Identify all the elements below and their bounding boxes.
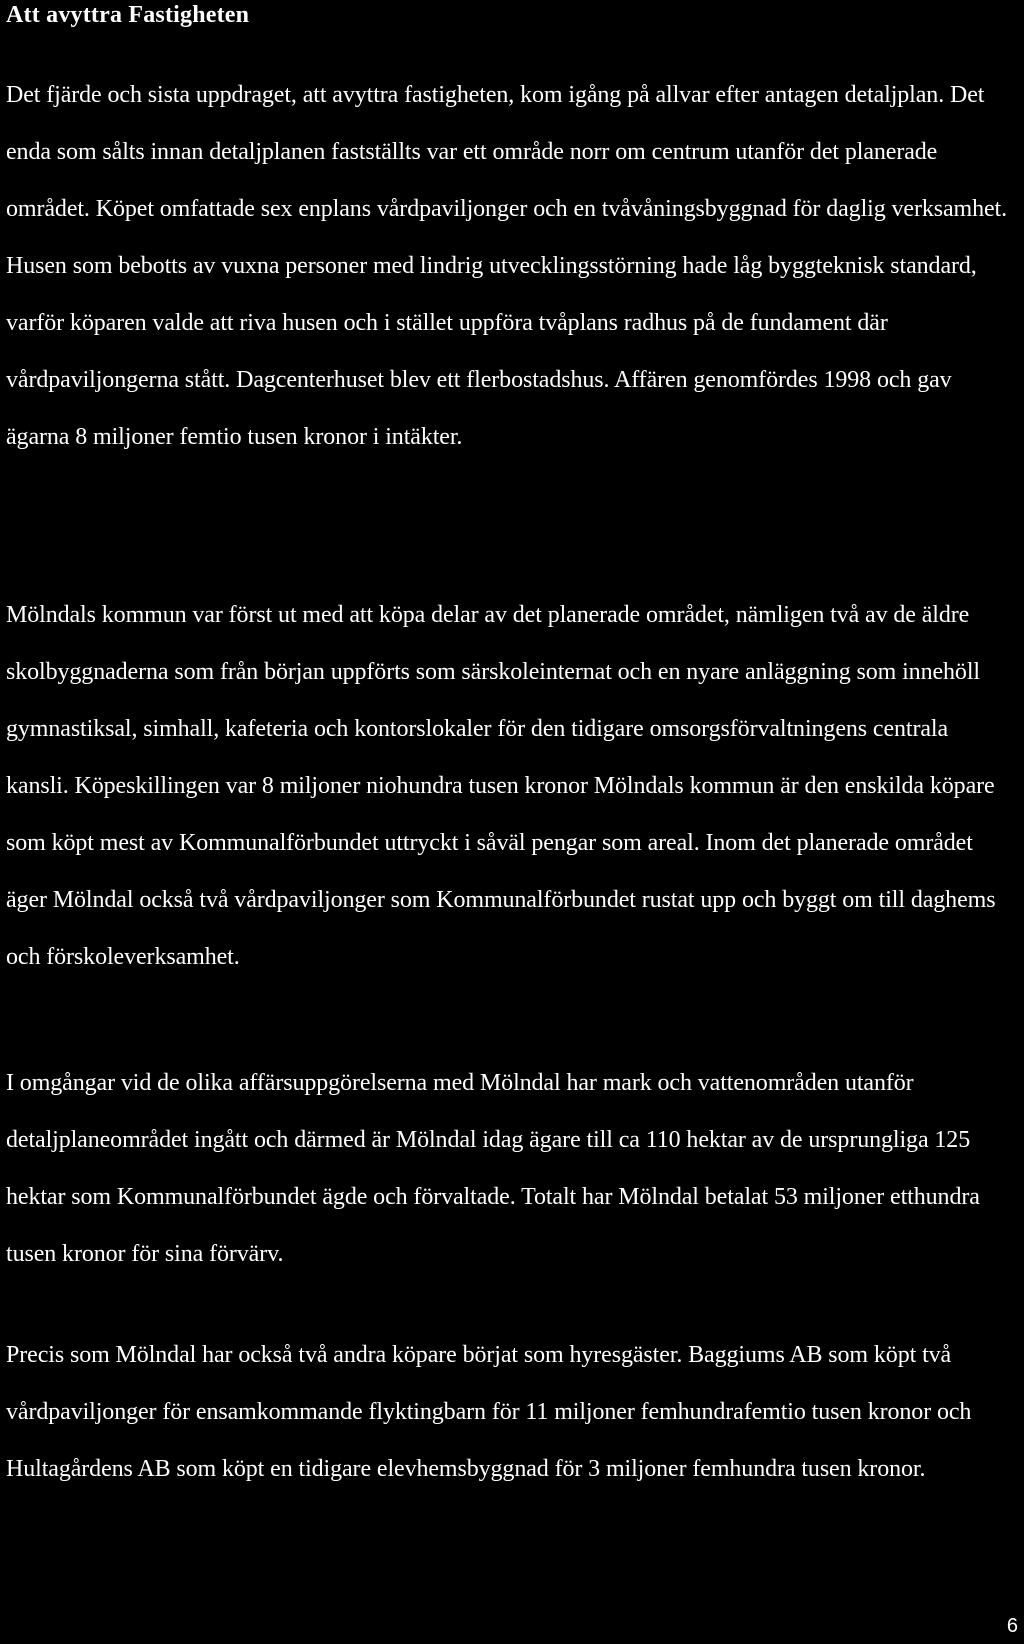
paragraph-other-buyers: Precis som Mölndal har också två andra köpare börjat som hyresgäster. Baggiums AB som köpt två vårdpaviljonger för ensamkommande flyktingbarn för 11 miljoner femhundrafemtio tusen kronor och Hultagårdens AB som köpt en tidigare elevhemsbyggnad för 3 miljoner femhundra tusen kronor. [6, 1342, 972, 1482]
paragraph-land-acquisitions: I omgångar vid de olika affärsuppgörelserna med Mölndal har mark och vattenområden utanför detaljplaneområdet ingått och därmed är Mölndal idag ägare till ca 110 hektar av de ursprungliga 125 hektar som Kommunalförbundet ägde och förvaltade. Totalt har Mölndal betalat 53 miljoner etthundra tusen kronor för sina förvärv. [6, 1070, 980, 1267]
section-heading: Att avyttra Fastigheten [6, 2, 250, 28]
page-number: 6 [1006, 1615, 1018, 1637]
paragraph-molndal-purchase: Mölndals kommun var först ut med att köpa delar av det planerade området, nämligen två av de äldre skolbyggnaderna som från början uppförts som särskoleinternat och en nyare anläggning som innehöll gymnastiksal, simhall, kafeteria och kontorslokaler för den tidigare omsorgsförvaltningens centrala kansli. Köpeskillingen var 8 miljoner niohundra tusen kronor Mölndals kommun är den enskilda köpare som köpt mest av Kommunalförbundet uttryckt i såväl pengar som areal. Inom det planerade området äger Mölndal också två vårdpaviljonger som Kommunalförbundet rustat upp och byggt om till daghems och förskoleverksamhet. [6, 602, 996, 970]
paragraph-sale-process: Det fjärde och sista uppdraget, att avyttra fastigheten, kom igång på allvar efter antagen detaljplan. Det enda som sålts innan detaljplanen fastställts var ett område norr om centrum utanför det planerade området. Köpet omfattade sex enplans vårdpaviljonger och en tvåvåningsbyggnad för daglig verksamhet. Husen som bebotts av vuxna personer med lindrig utvecklingsstörning hade låg byggteknisk standard, varför köparen valde att riva husen och i stället uppföra tvåplans radhus på de fundament där vårdpaviljongerna stått. Dagcenterhuset blev ett flerbostadshus. Affären genomfördes 1998 och gav ägarna 8 miljoner femtio tusen kronor i intäkter. [6, 82, 1008, 450]
